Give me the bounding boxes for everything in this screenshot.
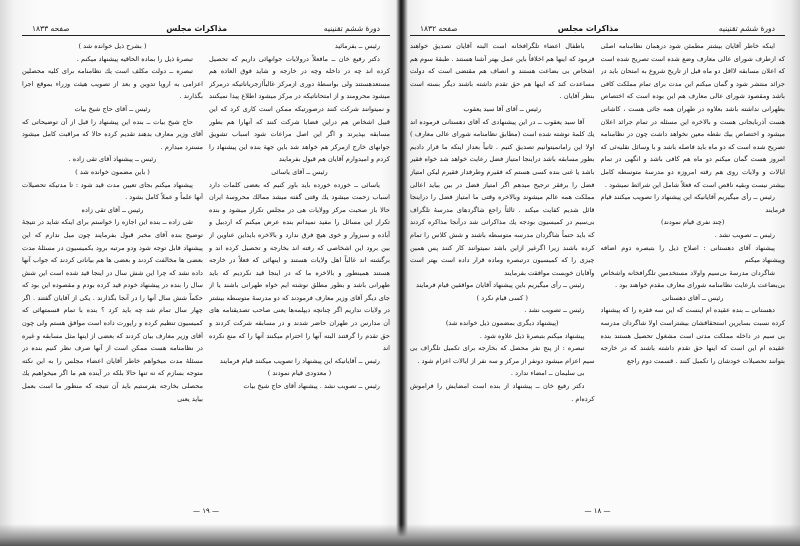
centered-note: (چند نفری قیام نمودند): [661, 218, 725, 227]
centered-note: رئیس ــ آقای آقا سید یعقوب: [463, 104, 542, 113]
centered-note: رئیس ــ آقای حاج شیخ بیات: [74, 104, 151, 113]
left-page-header: [22, 20, 390, 36]
paragraph: دکتر رفیع خان ــ پیشنهاد از بنده است امضایش را فراموش کرده‌ام .: [410, 382, 595, 403]
paragraph: رئیس ــ بفرمائید: [334, 42, 380, 50]
left-page-footer-number: — ۱۹ —: [193, 507, 219, 515]
paragraph: تقی زاده ــ بنده این اجازه را خواستم برای اینکه شاید در نتیجهٔ توضیح بنده آقای مخبر قبول بفرمایند چون میل ندارم که این پیشنهاد قابل توجه شود ودو مرتبه برود بکمیسیون در مسئلهٔ مدت بعضی ها مخالفت کردند و بعضی ها هم بیاناتی کردند که جواب آنها داده نشد که چرا این شش سال در اینجا قید شده است این شش سال را بنده در پیشنهاد خودم قید کرده بودم و مقصوده این بود که حکماً شش سال آنها را در آنجا بگذارند . یکی از آقایان گفتند . اگر چهار سال تمام شد چه باید کرد ؟ بنده با تمام قسمتهائی که کمیسیون تنظیم کرده و راپورت داده است موافق هستم ولی چون آقای وزیر معارف بیان کردند که بعضی از اینها مثل مسابقه و غیره در نظامنامه هست ممکن است از آنها صرف نظر کنیم بنده در مسئلهٔ مدت میخواهم خاطر آقایان اعضاء مجلس را به این نکته متوجه بسازم که نه تنها حالا بلکه در آینده هم ما اگر میخواهیم یك محصلی بخارجه بفرستیم باید آن نتیجه که منظور ما است بعمل بیاید یعنی: [22, 218, 203, 403]
centered-note: ( معدودی قیام نمودند ): [267, 369, 332, 378]
paragraph: شاگردان مدرسهٔ بی‌سیم واولاد مستخدمین تلگرافخانه واشخاص بی‌بضاعت بارعایت نظامنامه شورای معارف مقدم خواهند بود .: [600, 268, 785, 290]
centered-note: رئیس ــ پیشنهاد آقای تقی زاده .: [68, 155, 157, 164]
paragraph: دهستانی ــ بنده عقیده ام اینست که این سه فقره را که پیشنهاد کرده نسبت بسایرین استحقاقشان بیشتراست اولا شاگردان مدرسه بی سیم در داخله مملکت مدتی است مشغول تحصیل هستند بنده عقیده ام این است که اینها حق تقدم داشته باشند که در خارجه بتوانند تحصیلات خودشان را تکمیل کنند . قسمت دوم راجع: [600, 306, 785, 365]
paragraph: پیشنهاد میکنم بجای تعیین مدت قید شود : تا مدتیکه تحصیلات آنها علماً و عملاً کامل بشود .: [22, 180, 203, 202]
paragraph: دکتر رفیع خان ــ مافعلاً درولایات جوانهائی داریم که تحصیل کرده اند چه در داخله وچه در خارجه و شاید فوق العاده هم مستعدهستند ولی بواسطهٔ دوری ازمرکز غالباًازجریاناتیکه درمرکز میشود محرومند و از امتحاناتیکه در مرکز میشود اطلاع پیدا نمیکنند و نمیتوانند شرکت کنند درصورتیکه ممکن است کاری کرد که این قبیل اشخاص هم دراین فضایا شرکت کنند که آنهارا هم بطور مسابقه بپذیرند و اگر این اصل مراعات شود اسباب تشویق جوانهای خارج ازمرکز هم خواهد شد باین جهة بنده این پیشنهاد را کردم و امیدوارم آقایان هم قبول بفرمایند: [209, 54, 390, 164]
right-page: [410, 0, 785, 525]
scan-bottom-shadow: [0, 524, 800, 546]
paragraph: رئیس ــ آقایانیکه این پیشنهاد را تصویب میکنند قیام فرمایند: [219, 356, 380, 365]
publication-title: مذاکرات مجلس: [557, 24, 619, 33]
left-page-left-column: [22, 40, 203, 503]
paragraph: پیشنهاد میکنم بتبصرهٔ ذیل علاوه شود .: [479, 331, 585, 340]
page-number-label: صفحه ۱۸۳۳: [32, 24, 70, 33]
issue-label: دورهٔ ششم تقنینیه: [718, 24, 775, 33]
centered-note: رئیس ــ آقای دهستانی: [662, 293, 724, 302]
paragraph: تبصرهٔ ذیل را بماده الحاقیه پیشنهاد میکنم .: [76, 54, 193, 63]
left-page-right-column: [209, 40, 390, 503]
paragraph: رئیس ــ تصویب نشد . پیشنهاد آقای حاج شیخ بیات: [243, 382, 380, 391]
right-page-right-column: [601, 40, 786, 503]
right-page-left-column: [410, 40, 595, 503]
paragraph: باطفال اعضاء تلگرافخانه است البته آقایان تصدیق خواهند فرمود که اینها هم اخلاقاً باین عمل بهتر آشنا هستند . طبقهٔ سوم هم اشخاص بی بضاعت هستند و انصاف هم مقتضی است که دولت مساعدت کند که اینها هم حق تقدم داشته باشند دیگر بسته است بنظر آقایان .: [410, 42, 595, 101]
centered-note: ( باین مضمون خوانده شد ): [75, 167, 150, 176]
paragraph: حاج شیخ بیات ــ بنده این پیشنهاد را قبل از آن توضیحاتی که آقای وزیر معارف بدهند تقدیم کرده حالا که مراقبت کامل میشود مسترد میدارم .: [22, 117, 203, 151]
right-page-header: [410, 20, 785, 36]
paragraph: آقا سید یعقوب ــ در این پیشنهادی که آقای دهستانی فرموده اند یك کلمهٔ نوشته شده است (مطابق نظامنامه شورای عالی معارف ) اولا این رامانمیتوانیم تصدیق کنیم . ثانیاً بعداز اینکه ما قرار دادیم بطور مسابقه باشد دراینجا امتیاز فضل رعایت خواهد شد خواه فقیر باشد یا غنی بنده کسی هستم که فقیرم وطرفدار فقیرم لیکن امتیاز فضل را برفقر ترجیح میدهم اگر امتیاز فضل در بین بیاید اعالی مملکت همه عالم میشوند وبالاخره وقتی ما امتیاز فضل را دراینجا قائل شدیم کفایت میکند . ثالثاً راجع شاگردهای مدرسهٔ تلگراف بی‌سیم در کمیسیون بودجه یك مذاکراتی شد درآنجا مذاکره کردند که باید حتماً شاگردان مدرسه متوسطه باشند و شش کلاس را تمام کرده باشند زیرا اگرغیر ازاین باشد نمیتوانند کار کنند پس همین چیزی را که کمیسیون درتبصره وماده قرار داده است بهتر است وآقایان خوبست موافقت بفرمایند: [410, 117, 595, 277]
paragraph: رئیس ــ رأی میگیریم باین پیشنهاد آقایان موافقین قیام فرمایند: [415, 281, 585, 290]
left-page: [22, 0, 390, 525]
paragraph: تبصره ــ دولت مکلف است یك نظامنامه برای کلیه محصلین اعزامی به اروپا تدوین و بعد از تصویب هیئت وزراء بموقع اجرا بگذارند .: [22, 67, 203, 101]
page-number-label: صفحه ۱۸۳۲: [420, 24, 458, 33]
paragraph: رئیس ــ رأی میگیریم آقایانیکه این پیشنهاد را تصویب میکنند قیام فرمایند: [600, 193, 785, 214]
paragraph: تبصره : از پنج نفر محصل که بخارجه برای تکمیل تلگراف بی سیم اعزام میشود دونفر از مرکز و سه نفر از ایالات اعزام شود .: [410, 344, 595, 365]
paragraph: پیشنهاد آقای دهستانی : اصلاح ذیل را بتبصره دوم اضافه وپیشنهاد میکنم: [600, 243, 785, 265]
right-page-columns: [410, 40, 785, 503]
issue-label: دورهٔ ششم تقنینیه: [323, 24, 380, 33]
paragraph: رئیس ــ تصویب نشد .: [714, 230, 775, 239]
paragraph: یاسائی ــ خورده خورده باید باور کنیم که بعضی کلمات دارد اسباب زحمت میشود یك وقتی گفته میشد ممالك محروسهٔ ایران حالا باز صحبت مرکز وولایات هی در مجلس تکرار میشود و بنده تکرار این مسائل را مفید نمیدانم بنده عرض میکنم که اردبیل و آباده و سبزوار و خوی هیچ فرق ندارد و بالاخره بایداین عناوین از بین برود این اشخاصی که رفته اند بخارجه و تحصیل کرده اند و برگشته اند غالباً اهل ولایات هستند و اینهائی که فعلاً در خارجه هستند همینطور و بالاخره ما که در اینجا قید نکردیم که باید طهرانی باشد و بطور مطلق نوشته ایم خواه طهرانی باشند یا از جای دیگر آقای وزیر معارف فرمودند که دو مدرسهٔ متوسطه بیشتر در ولایات نداریم اگر چنانچه دیپلمه‌ها یعنی صاحب تصدیقنامه های آن مدارس در طهران حاضر شدند و در مسابقه شرکت کردند و حق تقدم را گرفتند البته آنها را احترام میکنند آنها را که منع نکرده اند: [209, 180, 390, 353]
publication-title: مذاکرات مجلس: [166, 24, 228, 33]
centered-note: رئیس ــ آقای یاسائی: [271, 167, 328, 176]
centered-note: رئیس ــ آقای تقی زاده: [81, 205, 144, 214]
centered-note: ( بشرح ذیل خوانده شد ): [78, 42, 147, 50]
left-page-columns: [22, 40, 390, 503]
paragraph: بی سلیمان ــ امضاء ندارد .: [510, 369, 585, 378]
right-page-footer-number: — ۱۸ —: [584, 507, 611, 515]
paragraph: رئیس ــ تصویب نشد .: [524, 306, 585, 315]
centered-note: (پیشنهاد دیگری بمضمون ذیل خوانده شد): [445, 319, 559, 328]
centered-note: ( کسی قیام نکرد ): [476, 293, 528, 302]
paragraph: اینکه خاطر آقایان بیشتر مطمئن شود درهمان نظامنامه اصلی که ازطرف شورای عالی معارف وضع شده است تصریح شده است که اعلان مسابقه لااقل دو ماه قبل از تاریخ شروع به امتحان باید در جرائد منتشر شود و گمان میکنم این مدت برای تمام مملکت کافی باشد ومقصود شورای عالی معارف هم این بوده است که اختصاص بطهرانی نداشته باشد بعلاوه در طهران همه جائی هست ، کاشانی هست آذربایجانی هست و بالاخره این مسئله در تمام جرائد اعلان میشود و اختصاص بیك نقطه معین نخواهد داشت چون در نظامنامه تصریح شده است که دو ماه باید فاصله باشد و با وسائل نقلیه‌ئی که امروز هست گمان میکنم دو ماه هم کافی باشد و انگهی در تمام ایالات و ولایات روی هم رفته امروزه دو مدرسهٔ متوسطه کامل بیشتر نیست وبقیه ناقص است که فعلاً شامل این شرائط نمیشود .: [600, 42, 785, 189]
